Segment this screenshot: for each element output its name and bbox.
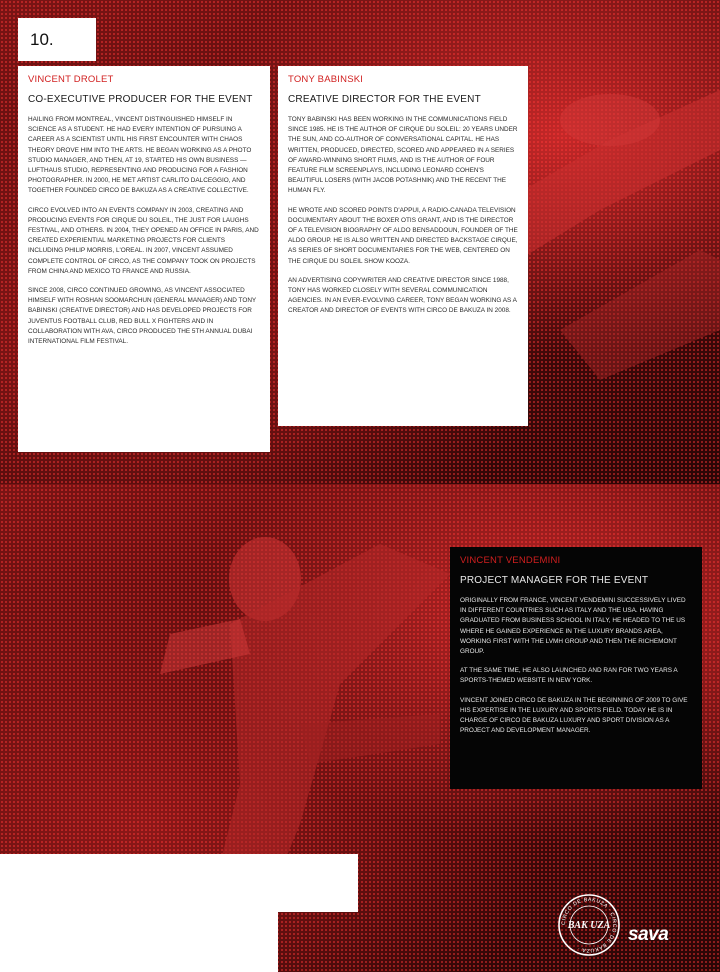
bio-paragraph: HE WROTE AND SCORED POINTS D'APPUI, A RADIO-CANADA TELEVISION DOCUMENTARY ABOUT THE BOXER OTIS GRANT, AND IS THE DIRECTOR OF A TELEVISION BIOGRAPHY OF ALDO BENSADDOUN, FOUNDER OF THE ALDO GROUP. HE IS ALSO WRITTEN AND DIRECTED BACKSTAGE CIRQUE, AS SERIES OF SHORT DOCUMENTARIES FOR THE WEB, CENTERED ON THE CIRQUE DU SOLEIL SHOW KOOZA. bbox=[288, 206, 518, 265]
bio-card-tony-babinski bbox=[278, 66, 528, 426]
bio-name: VINCENT VENDEMINI bbox=[460, 555, 561, 566]
page-number: 10. bbox=[18, 18, 96, 61]
bio-paragraph: TONY BABINSKI HAS BEEN WORKING IN THE COMMUNICATIONS FIELD SINCE 1985. HE IS THE AUTHOR OF CIRQUE DU SOLEIL: 20 YEARS UNDER THE SUN, AND CO-AUTHOR OF CONVERSATIONAL CAPITAL. HE HAS WRITTEN, PRODUCED, DIRECTED, SCORED AND APPEARED IN A SERIES OF AWARD-WINNING SHORT FILMS, AND IS THE AUTHOR OF FOUR FEATURE FILM SCREENPLAYS, INCLUDING LEONARD COHEN'S BEAUTIFUL LOSERS (WITH JACOB POTASHNIK) AND THE RECENT THE HUMAN FLY. bbox=[288, 116, 518, 195]
bio-card-vincent-vendemini bbox=[450, 547, 702, 789]
bio-paragraph: VINCENT JOINED CIRCO DE BAKUZA IN THE BEGINNING OF 2009 TO GIVE HIS EXPERTISE IN THE LUXURY AND SPORTS FIELD. TODAY HE IS IN CHARGE OF CIRCO DE BAKUZA LUXURY AND SPORT DIVISION AS A PROJECT AND DEVELOPMENT MANAGER. bbox=[460, 696, 688, 735]
bio-paragraph: HAILING FROM MONTREAL, VINCENT DISTINGUISHED HIMSELF IN SCIENCE AS A STUDENT. HE HAD EVERY INTENTION OF PURSUING A CAREER AS A SCIENTIST UNTIL HIS FIRST ENCOUNTER WITH CHAOS THEORY DROVE HIM INTO THE ARTS. HE BEGAN WORKING AS A PHOTO STUDIO MANAGER, AND THEN, AT 19, STARTED HIS OWN BUSINESS — LUFTHAUS STUDIO, REPRESENTING AND PRODUCING FOR A FASHION PHOTOGRAPHER. IN 2000, HE MET ARTIST CARLITO DALCEGGIO, AND TOGETHER FOUNDED CIRCO DE BAKUZA AS A CREATIVE COLLECTIVE. bbox=[28, 116, 252, 195]
logo-ring-text: CIRCO DE BAKUZA · CIRCO DE BAKUZA · bbox=[560, 896, 618, 954]
bio-paragraph: AN ADVERTISING COPYWRITER AND CREATIVE DIRECTOR SINCE 1988, TONY HAS WORKED CLOSELY WITH SEVERAL COMMUNICATION AGENCIES. IN AN EVER-EVOLVING CAREER, TONY BEGAN WORKING AS A CREATOR AND DIRECTOR OF EVENTS WITH CIRCO DE BAKUZA IN 2008. bbox=[288, 276, 517, 315]
bio-card-vincent-drolet bbox=[18, 66, 270, 452]
bio-role: CO-EXECUTIVE PRODUCER FOR THE EVENT bbox=[28, 94, 253, 105]
bio-paragraph: SINCE 2008, CIRCO CONTINUED GROWING, AS VINCENT ASSOCIATED HIMSELF WITH ROSHAN SOOMARCHUN (GENERAL MANAGER) AND TONY BABINSKI (CREATIVE DIRECTOR) AND HAS DEVELOPED PROJECTS FOR JUVENTUS FOOTBALL CLUB, RED BULL X FIGHTERS AND IN COLLABORATION WITH AVA, CIRCO PRODUCED THE 5TH ANNUAL DUBAI INTERNATIONAL FILM FESTIVAL. bbox=[28, 287, 257, 346]
bio-role: CREATIVE DIRECTOR FOR THE EVENT bbox=[288, 94, 481, 105]
white-block-decor bbox=[0, 854, 358, 912]
bio-name: TONY BABINSKI bbox=[288, 74, 364, 85]
bio-paragraph: ORIGINALLY FROM FRANCE, VINCENT VENDEMINI SUCCESSIVELY LIVED IN DIFFERENT COUNTRIES SUCH AS ITALY AND THE USA. HAVING GRADUATED FROM BUSINESS SCHOOL IN ITALY, HE HEADED TO THE US WHERE HE GAINED EXPERIENCE IN THE LUXURY BRANDS AREA, WORKING FIRST WITH THE LVMH GROUP AND THEN THE RICHEMONT GROUP. bbox=[460, 597, 686, 656]
sava-logo: sava bbox=[628, 924, 669, 945]
white-block-decor bbox=[0, 912, 278, 972]
bio-paragraph: AT THE SAME TIME, HE ALSO LAUNCHED AND RAN FOR TWO YEARS A SPORTS-THEMED WEBSITE IN NEW YORK. bbox=[460, 667, 678, 685]
circo-de-bakuza-logo bbox=[557, 893, 621, 957]
logo-center-text: BAK UZA bbox=[567, 920, 611, 931]
bio-role: PROJECT MANAGER FOR THE EVENT bbox=[460, 575, 649, 586]
bio-name: VINCENT DROLET bbox=[28, 74, 114, 85]
bio-paragraph: CIRCO EVOLVED INTO AN EVENTS COMPANY IN 2003, CREATING AND PRODUCING EVENTS FOR CIRQUE DU SOLEIL, THE JUST FOR LAUGHS FESTIVAL, AND OTHERS. IN 2004, THEY OPENED AN OFFICE IN PARIS, AND CREATED EXPERIENTIAL MARKETING PROJECTS FOR CLIENTS INCLUDING PHILIP MORRIS, L'OREAL. IN 2007, VINCENT ASSUMED COMPLETE CONTROL OF CIRCO, AS THE COMPANY TOOK ON PROJECTS FROM CHINA AND MEXICO TO FRANCE AND RUSSIA. bbox=[28, 206, 259, 275]
